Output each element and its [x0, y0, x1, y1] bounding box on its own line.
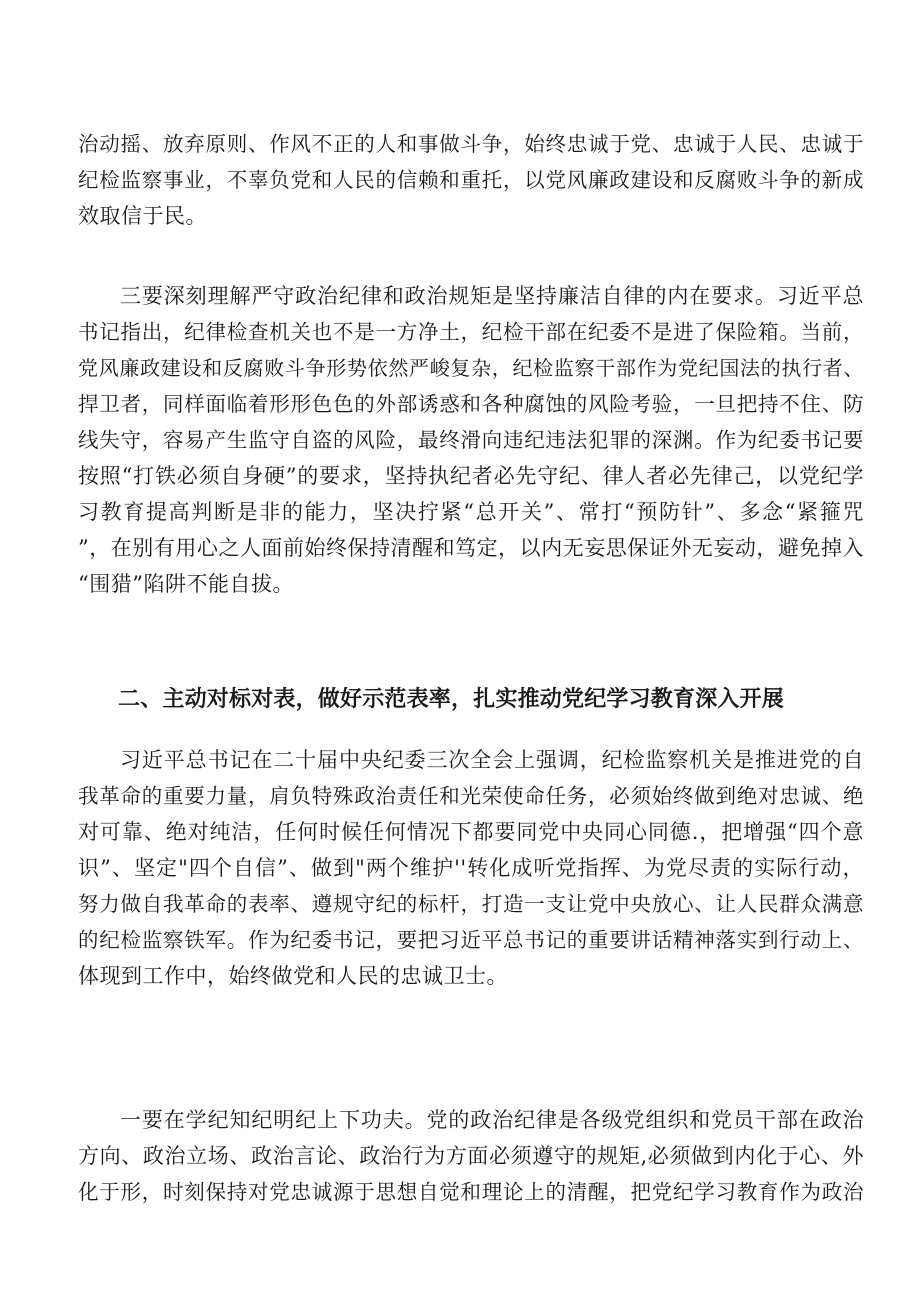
text-line: 习教育提高判断是非的能力，坚决拧紧“总开关”、常打“预防针”、多念“紧箍咒 — [78, 500, 864, 524]
section-heading: 二、主动对标对表，做好示范表率，扎实推动党纪学习教育深入开展 — [118, 687, 785, 712]
text-line: 化于形，时刻保持对党忠诚源于思想自觉和理论上的清醒，把党纪学习教育作为政治 — [78, 1180, 864, 1204]
text-line: 书记指出，纪律检查机关也不是一方净土，纪检干部在纪委不是进了保险箱。当前， — [78, 320, 864, 344]
text-line: ”，在别有用心之人面前始终保持清醒和笃定，以内无妄思保证外无妄动，避免掉入 — [78, 536, 864, 560]
paragraph-3 — [78, 742, 864, 994]
text-line: 习近平总书记在二十届中央纪委三次全会上强调，纪检监察机关是推进党的自 — [120, 748, 864, 772]
text-line: 的纪检监察铁军。作为纪委书记，要把习近平总书记的重要讲话精神落实到行动上、 — [78, 928, 864, 952]
text-line: 治动摇、放弃原则、作风不正的人和事做斗争，始终忠诚于党、忠诚于人民、忠诚于 — [78, 132, 864, 156]
text-line: 方向、政治立场、政治言论、政治行为方面必须遵守的规矩,必须做到内化于心、外 — [78, 1144, 864, 1168]
text-line: 一要在学纪知纪明纪上下功夫。党的政治纪律是各级党组织和党员干部在政治 — [120, 1108, 864, 1132]
text-line: 我革命的重要力量，肩负特殊政治责任和光荣使命任务，必须始终做到绝对忠诚、绝 — [78, 784, 864, 808]
paragraph-2 — [78, 278, 864, 602]
paragraph-1 — [78, 126, 864, 234]
text-line: 效取信于民。 — [78, 204, 207, 228]
text-line: 三要深刻理解严守政治纪律和政治规矩是坚持廉洁自律的内在要求。习近平总 — [120, 284, 864, 308]
text-line: 捍卫者，同样面临着形形色色的外部诱惑和各种腐蚀的风险考验，一旦把持不住、防 — [78, 392, 864, 416]
text-line: 线失守，容易产生监守自盗的风险，最终滑向违纪违法犯罪的深渊。作为纪委书记要 — [78, 428, 864, 452]
text-line: 纪检监察事业，不辜负党和人民的信赖和重托，以党风廉政建设和反腐败斗争的新成 — [78, 168, 864, 192]
text-line: 党风廉政建设和反腐败斗争形势依然严峻复杂，纪检监察干部作为党纪国法的执行者、 — [78, 356, 864, 380]
text-line: 对可靠、绝对纯洁，任何时候任何情况下都要同党中央同心同德.，把增强“四个意 — [78, 820, 864, 844]
paragraph-4 — [78, 1102, 864, 1210]
text-line: 努力做自我革命的表率、遵规守纪的标杆，打造一支让党中央放心、让人民群众满意 — [78, 892, 864, 916]
text-line: 体现到工作中，始终做党和人民的忠诚卫士。 — [78, 964, 508, 988]
text-line: 按照“打铁必须自身硬”的要求，坚持执纪者必先守纪、律人者必先律己，以党纪学 — [78, 464, 864, 488]
text-line: 识”、坚定"四个自信”、做到"两个维护''转化成听党指挥、为党尽责的实际行动， — [78, 856, 864, 880]
text-line: “围猎”陷阱不能自拔。 — [78, 572, 294, 596]
